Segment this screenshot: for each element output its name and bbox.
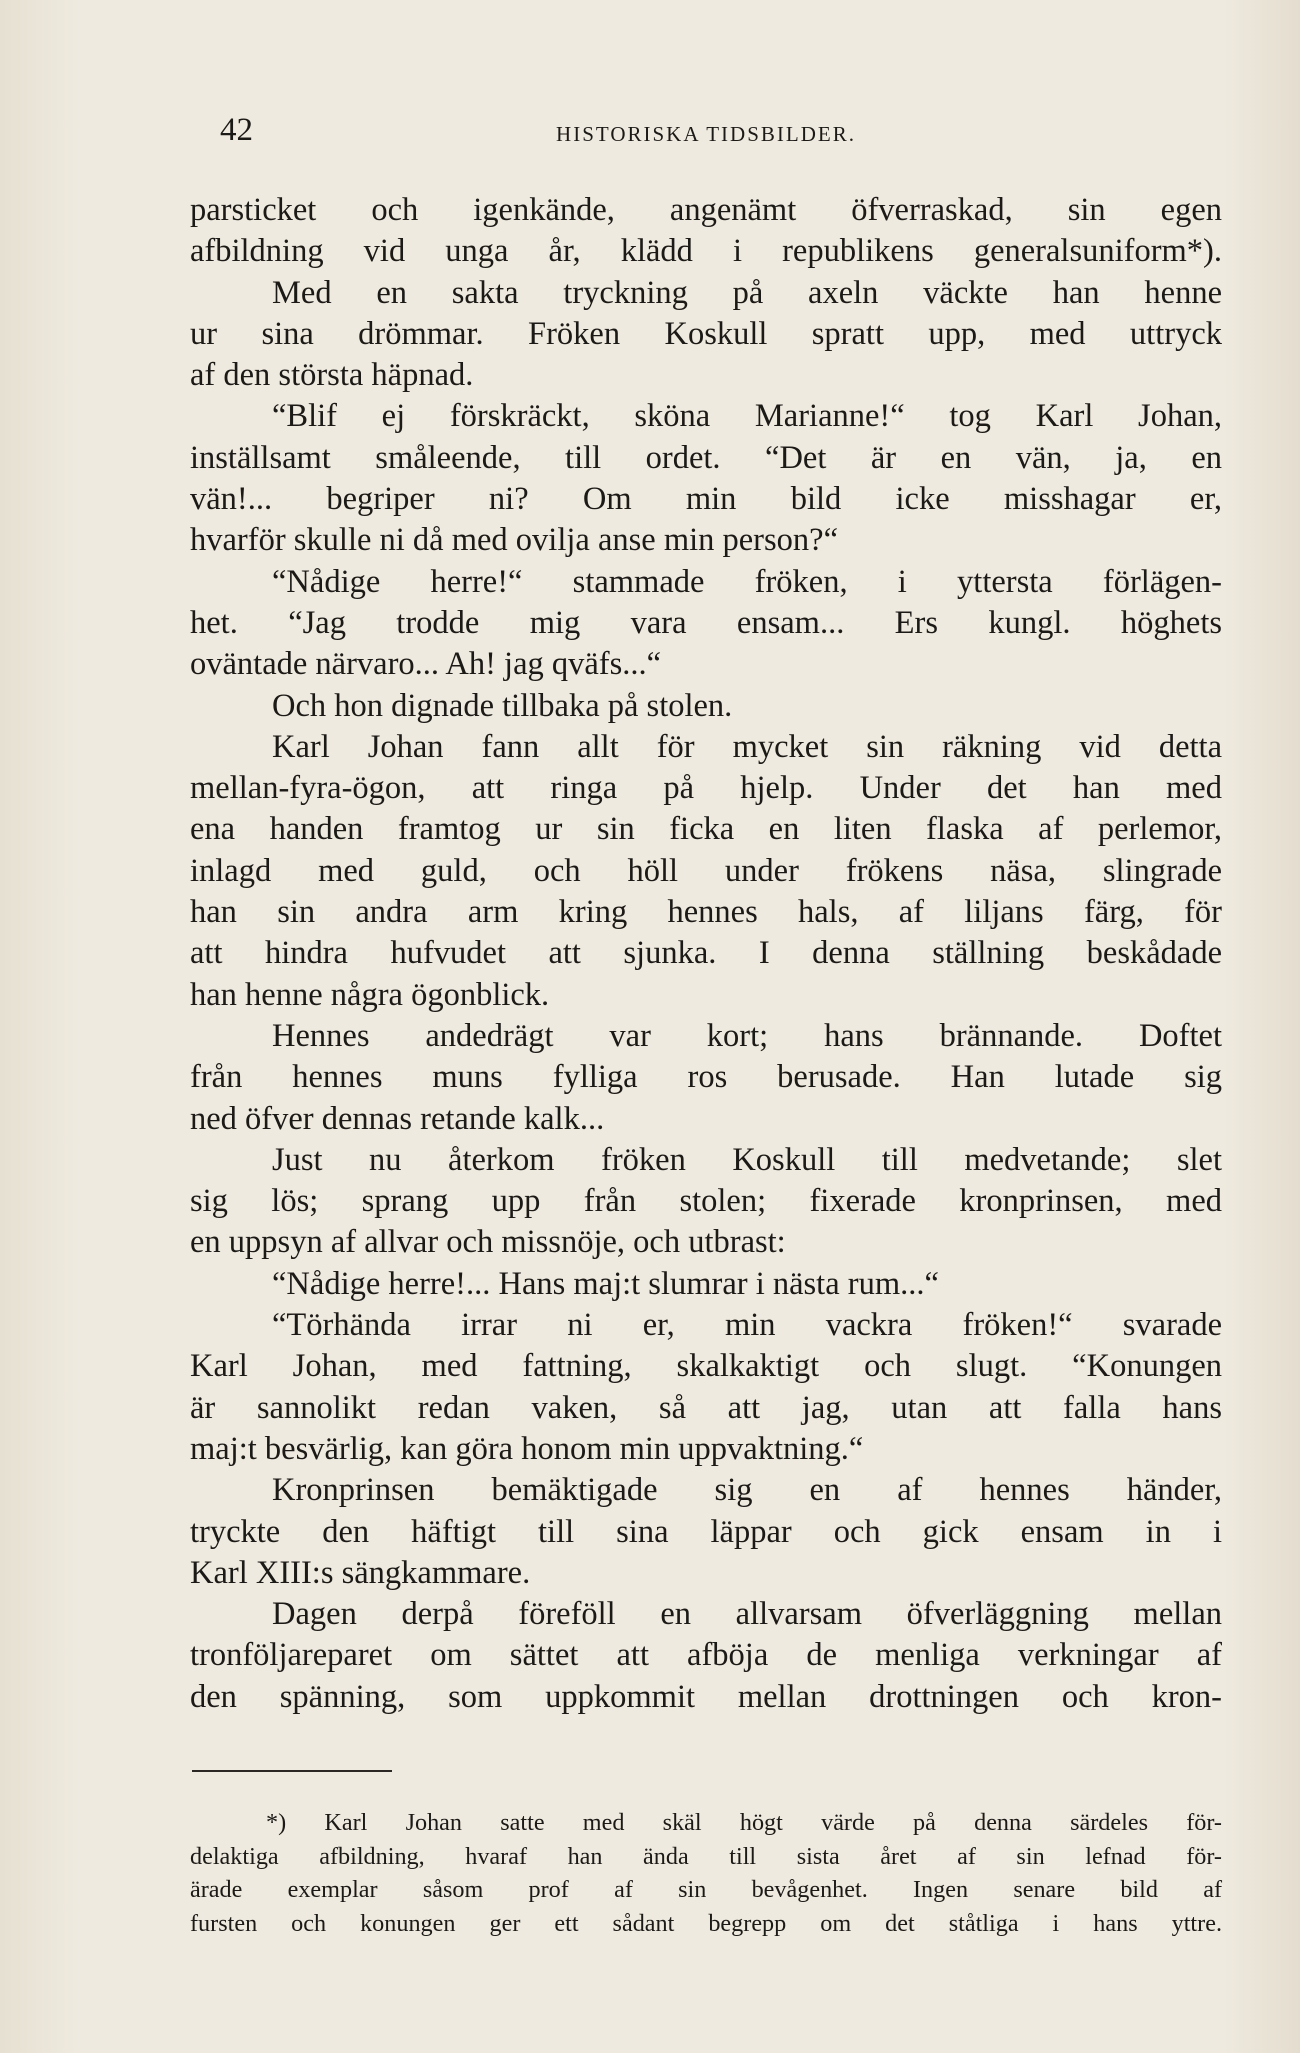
text-line: mellan-fyra-ögon, att ringa på hjelp. Under det han med bbox=[190, 770, 1222, 807]
text-line: parsticket och igenkände, angenämt öfverraskad, sin egen bbox=[190, 192, 1222, 228]
text-line: den spänning, som uppkommit mellan drottningen och kron- bbox=[190, 1678, 1222, 1715]
footnote-line: *) Karl Johan satte med skäl högt värde på denna särdeles för- bbox=[266, 1809, 1222, 1836]
text-line: hvarför skulle ni då med ovilja anse min person?“ bbox=[190, 522, 839, 559]
text-line: från hennes muns fylliga ros berusade. Han lutade sig bbox=[190, 1059, 1222, 1096]
page-header bbox=[190, 112, 1222, 152]
text-line: Karl Johan fann allt för mycket sin räkning vid detta bbox=[272, 728, 1222, 765]
text-line: han sin andra arm kring hennes hals, af liljans färg, för bbox=[190, 894, 1222, 931]
footnote-line: fursten och konungen ger ett sådant begrepp om det ståtliga i hans yttre. bbox=[190, 1909, 1222, 1937]
text-line: Just nu återkom fröken Koskull till medvetande; slet bbox=[272, 1141, 1222, 1178]
footnote-divider bbox=[192, 1770, 392, 1772]
text-line: maj:t besvärlig, kan göra honom min uppvaktning.“ bbox=[190, 1430, 864, 1467]
text-line: inställsamt småleende, till ordet. “Det är en vän, ja, en bbox=[190, 439, 1222, 476]
text-line: Med en sakta tryckning på axeln väckte han henne bbox=[272, 274, 1222, 311]
footnote bbox=[190, 1806, 1222, 1940]
text-line: Karl Johan, med fattning, skalkaktigt och slugt. “Konungen bbox=[190, 1348, 1222, 1385]
text-line: het. “Jag trodde mig vara ensam... Ers kungl. höghets bbox=[190, 604, 1222, 641]
text-line: inlagd med guld, och höll under frökens näsa, slingrade bbox=[190, 852, 1222, 889]
text-line: vän!... begriper ni? Om min bild icke misshagar er, bbox=[190, 481, 1222, 518]
text-line: “Blif ej förskräckt, sköna Marianne!“ tog Karl Johan, bbox=[272, 398, 1222, 435]
footnote-line: ärade exemplar såsom prof af sin bevågenhet. Ingen senare bild af bbox=[190, 1876, 1222, 1904]
text-line: Kronprinsen bemäktigade sig en af hennes händer, bbox=[272, 1472, 1222, 1509]
text-line: ned öfver dennas retande kalk... bbox=[190, 1100, 605, 1137]
text-line: tryckte den häftigt till sina läppar och gick ensam in i bbox=[190, 1513, 1222, 1550]
text-line: Karl XIII:s sängkammare. bbox=[190, 1554, 531, 1591]
text-line: “Nådige herre!... Hans maj:t slumrar i nästa rum...“ bbox=[272, 1265, 939, 1302]
text-line: en uppsyn af allvar och missnöje, och utbrast: bbox=[190, 1224, 786, 1261]
text-line: Hennes andedrägt var kort; hans brännande. Doftet bbox=[272, 1017, 1222, 1054]
text-line: ena handen framtog ur sin ficka en liten flaska af perlemor, bbox=[190, 811, 1222, 848]
text-line: att hindra hufvudet att sjunka. I denna ställning beskådade bbox=[190, 935, 1222, 972]
text-line: afbildning vid unga år, klädd i republikens generalsuniform*). bbox=[190, 233, 1222, 270]
running-head: HISTORISKA TIDSBILDER. bbox=[556, 122, 856, 146]
text-line: tronföljareparet om sättet att afböja de menliga verkningar af bbox=[190, 1637, 1222, 1674]
page-number: 42 bbox=[220, 112, 253, 148]
text-line: “Nådige herre!“ stammade fröken, i yttersta förlägen- bbox=[272, 563, 1222, 600]
text-line: “Törhända irrar ni er, min vackra fröken!“ svarade bbox=[272, 1307, 1222, 1344]
text-line: är sannolikt redan vaken, så att jag, utan att falla hans bbox=[190, 1389, 1222, 1426]
text-line: Dagen derpå föreföll en allvarsam öfverläggning mellan bbox=[272, 1596, 1222, 1633]
footnote-line: delaktiga afbildning, hvaraf han ända till sista året af sin lefnad för- bbox=[190, 1842, 1222, 1870]
text-line: han henne några ögonblick. bbox=[190, 976, 550, 1013]
text-line: Och hon dignade tillbaka på stolen. bbox=[272, 687, 733, 724]
text-line: oväntade närvaro... Ah! jag qväfs...“ bbox=[190, 646, 662, 683]
text-line: af den största häpnad. bbox=[190, 357, 474, 394]
text-line: ur sina drömmar. Fröken Koskull spratt upp, med uttryck bbox=[190, 315, 1222, 352]
body-text bbox=[190, 190, 1222, 1718]
text-line: sig lös; sprang upp från stolen; fixerade kronprinsen, med bbox=[190, 1183, 1222, 1220]
